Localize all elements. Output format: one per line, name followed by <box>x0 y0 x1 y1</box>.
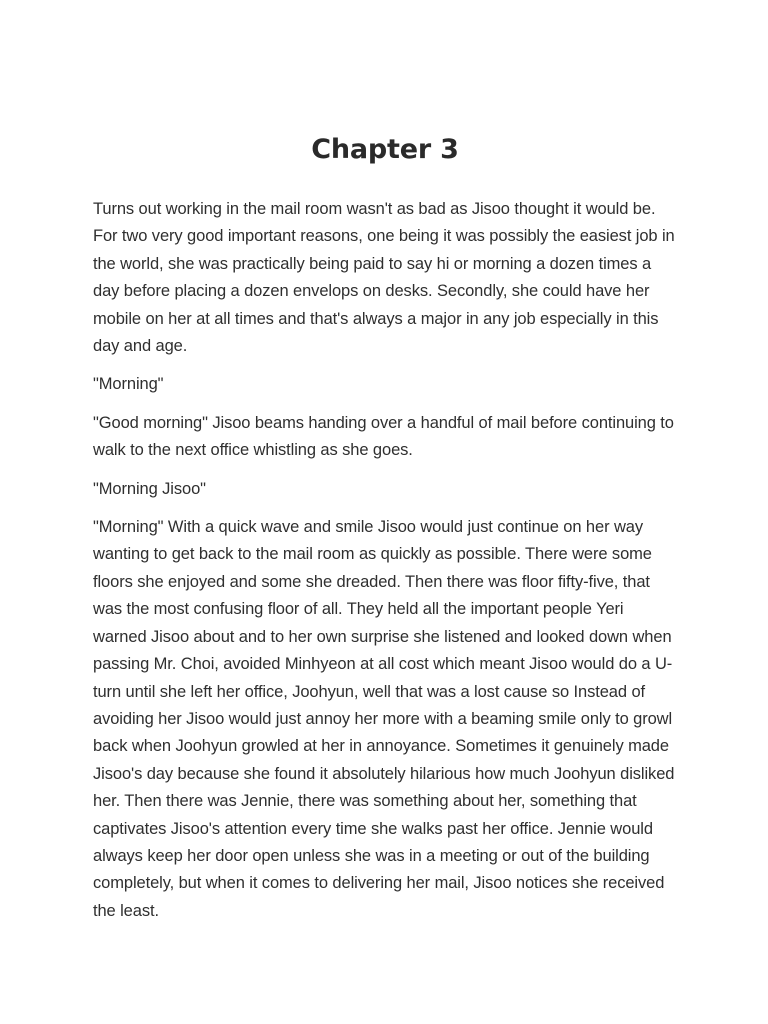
chapter-title: Chapter 3 <box>311 134 459 165</box>
paragraph: "Morning" With a quick wave and smile Jisoo would just continue on her way wanting to get back to the mail room as quickly as possible. There were some floors she enjoyed and some she dreaded. Then there was floor fifty-five, that was the most confusing floor of all. They held all the important people Yeri warned Jisoo about and to her own surprise she listened and looked down when passing Mr. Choi, avoided Minhyeon at all cost which meant Jisoo would do a U-turn until she left her office, Joohyun, well that was a lost cause so Instead of avoiding her Jisoo would just annoy her more with a beaming smile only to growl back when Joohyun growled at her in annoyance. Sometimes it genuinely made Jisoo's day because she found it absolutely hilarious how much Joohyun disliked her. Then there was Jennie, there was something about her, something that captivates Jisoo's attention every time she walks past her office. Jennie would always keep her door open unless she was in a meeting or out of the building completely, but when it comes to delivering her mail, Jisoo notices she received the least. <box>93 518 675 920</box>
paragraph: Turns out working in the mail room wasn't as bad as Jisoo thought it would be. For two very good important reasons, one being it was possibly the easiest job in the world, she was practically being paid to say hi or morning a dozen times a day before placing a dozen envelops on desks. Secondly, she could have her mobile on her at all times and that's always a major in any job especially in this day and age. <box>93 200 675 356</box>
paragraph: "Good morning" Jisoo beams handing over a handful of mail before continuing to walk to the next office whistling as she goes. <box>93 413 674 460</box>
document-page <box>93 128 677 936</box>
paragraph: "Morning" <box>93 375 164 394</box>
paragraph: "Morning Jisoo" <box>93 479 206 498</box>
